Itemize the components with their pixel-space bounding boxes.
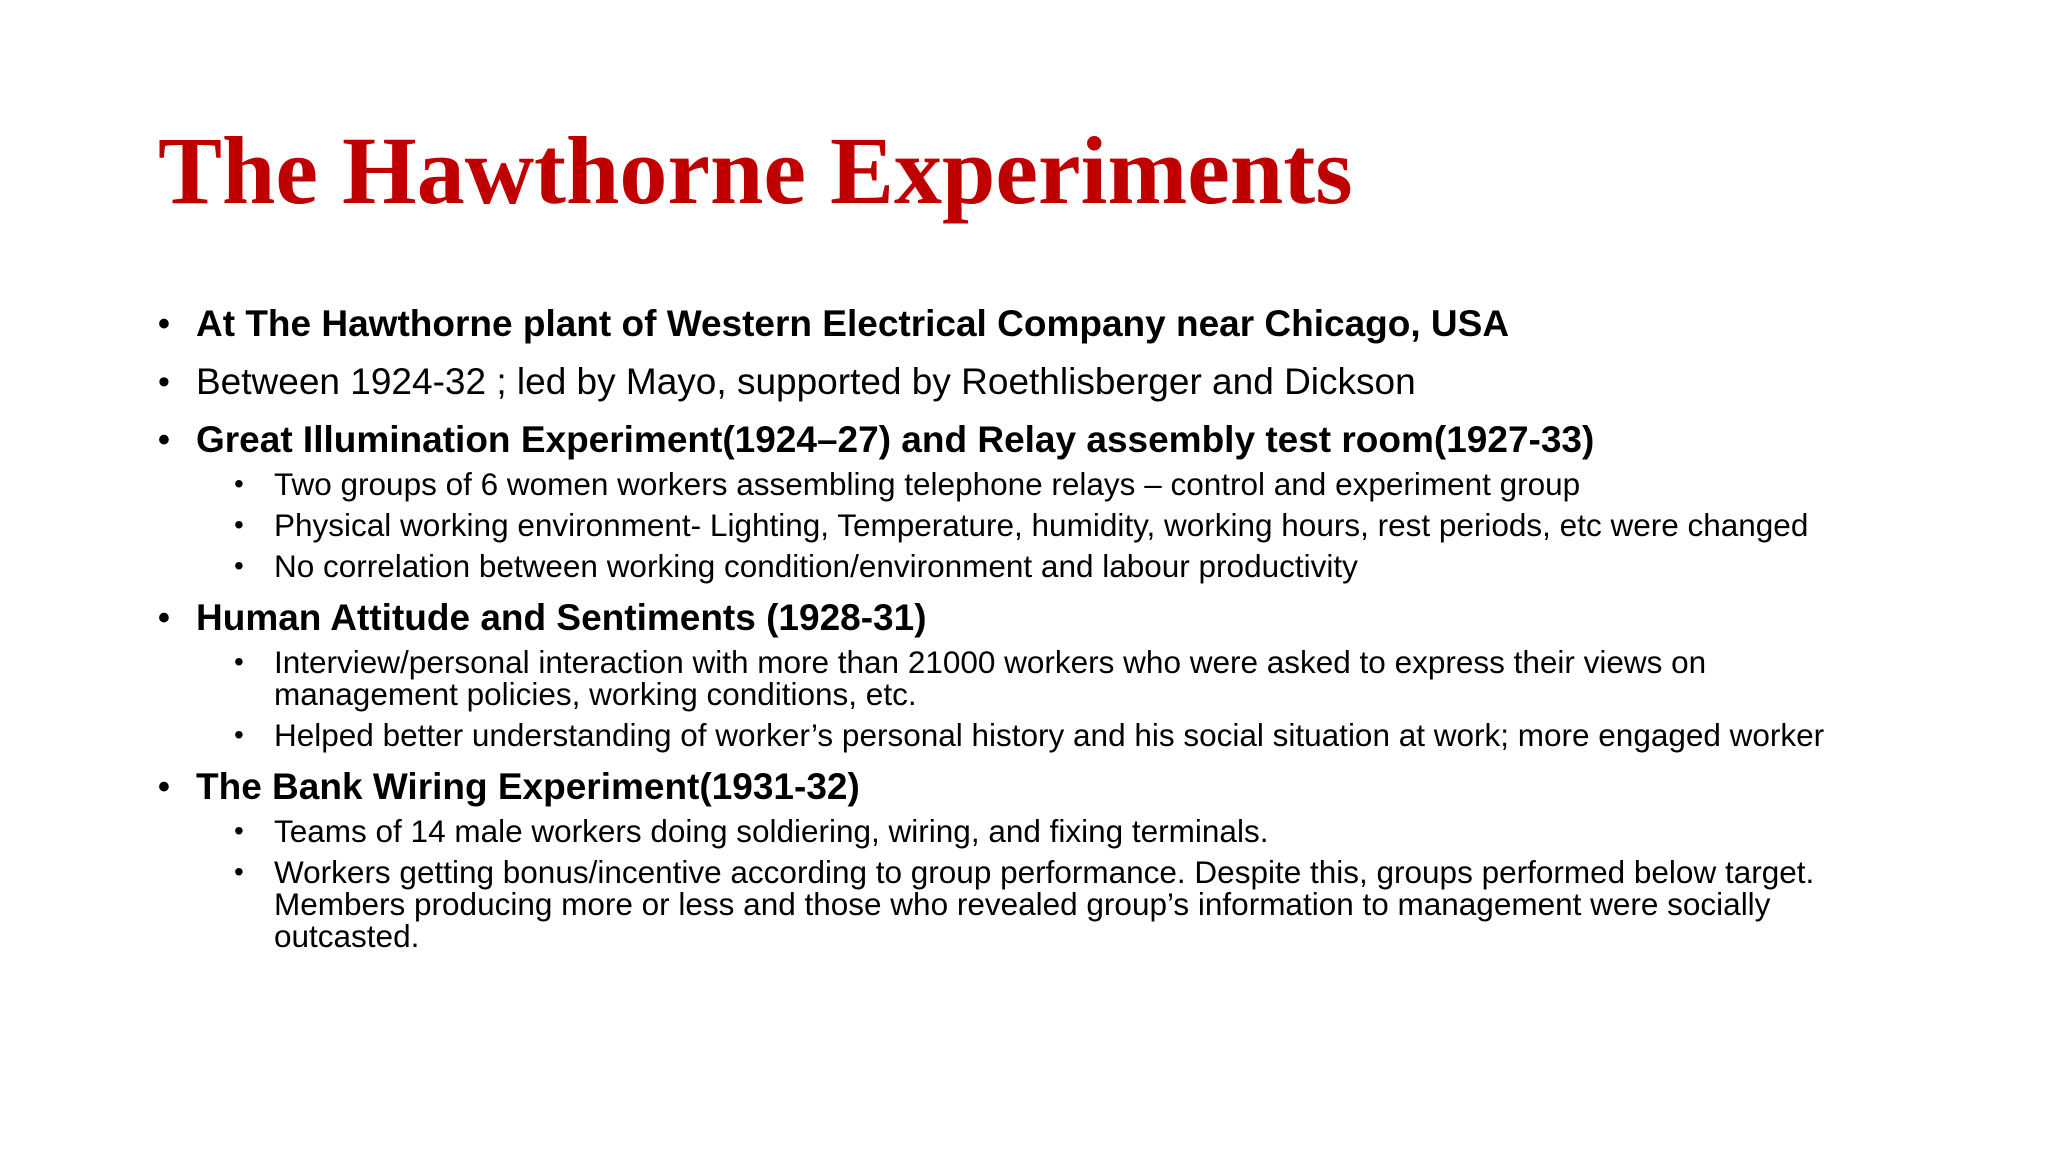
sub-bullet-list — [158, 468, 1918, 582]
sub-bullet-list — [158, 815, 1918, 952]
sub-bullet-icon: • — [234, 815, 244, 846]
bullet-item-bank-wiring — [158, 765, 1918, 809]
sub-bullet-icon: • — [234, 550, 244, 581]
sub-bullet-item — [158, 719, 1878, 751]
sub-bullet-icon: • — [234, 719, 244, 750]
sub-bullet-text: No correlation between working condition/environment and labour productivity — [274, 548, 1358, 584]
slide-title: The Hawthorne Experiments — [158, 117, 1353, 224]
bullet-icon: • — [158, 768, 170, 806]
bullet-item-timeline — [158, 360, 1918, 404]
sub-bullet-icon: • — [234, 856, 244, 887]
sub-bullet-item — [158, 468, 1878, 500]
sub-bullet-item — [158, 550, 1878, 582]
sub-bullet-item — [158, 856, 1878, 952]
bullet-text: Between 1924-32 ; led by Mayo, supported by Roethlisberger and Dickson — [196, 361, 1416, 402]
bullet-text: The Bank Wiring Experiment(1931-32) — [196, 766, 860, 807]
sub-bullet-item — [158, 509, 1878, 541]
bullet-item-human-attitude — [158, 596, 1918, 640]
bullet-item-illumination-experiment — [158, 418, 1918, 462]
bullet-item-hawthorne-plant — [158, 302, 1918, 346]
sub-bullet-item — [158, 646, 1878, 710]
bullet-list — [158, 302, 1918, 966]
sub-bullet-text: Helped better understanding of worker’s personal history and his social situation at work; more engaged worker — [274, 717, 1825, 753]
bullet-text: Great Illumination Experiment(1924–27) and Relay assembly test room(1927-33) — [196, 419, 1595, 460]
bullet-text: Human Attitude and Sentiments (1928-31) — [196, 597, 927, 638]
bullet-icon: • — [158, 363, 170, 401]
sub-bullet-icon: • — [234, 468, 244, 499]
sub-bullet-text: Physical working environment- Lighting, Temperature, humidity, working hours, rest periods, etc were changed — [274, 507, 1809, 543]
sub-bullet-list — [158, 646, 1918, 751]
sub-bullet-text: Two groups of 6 women workers assembling telephone relays – control and experiment group — [274, 466, 1581, 502]
sub-bullet-icon: • — [234, 646, 244, 677]
sub-bullet-text: Workers getting bonus/incentive according to group performance. Despite this, groups performed below target. Members producing more or less and those who revealed group’s information to management were socially outcasted. — [274, 854, 1815, 954]
sub-bullet-icon: • — [234, 509, 244, 540]
sub-bullet-text: Interview/personal interaction with more than 21000 workers who were asked to express their views on management policies, working conditions, etc. — [274, 644, 1707, 712]
bullet-icon: • — [158, 305, 170, 343]
bullet-text: At The Hawthorne plant of Western Electrical Company near Chicago, USA — [196, 303, 1510, 344]
sub-bullet-item — [158, 815, 1878, 847]
sub-bullet-text: Teams of 14 male workers doing soldiering, wiring, and fixing terminals. — [274, 813, 1269, 849]
bullet-icon: • — [158, 421, 170, 459]
bullet-icon: • — [158, 599, 170, 637]
